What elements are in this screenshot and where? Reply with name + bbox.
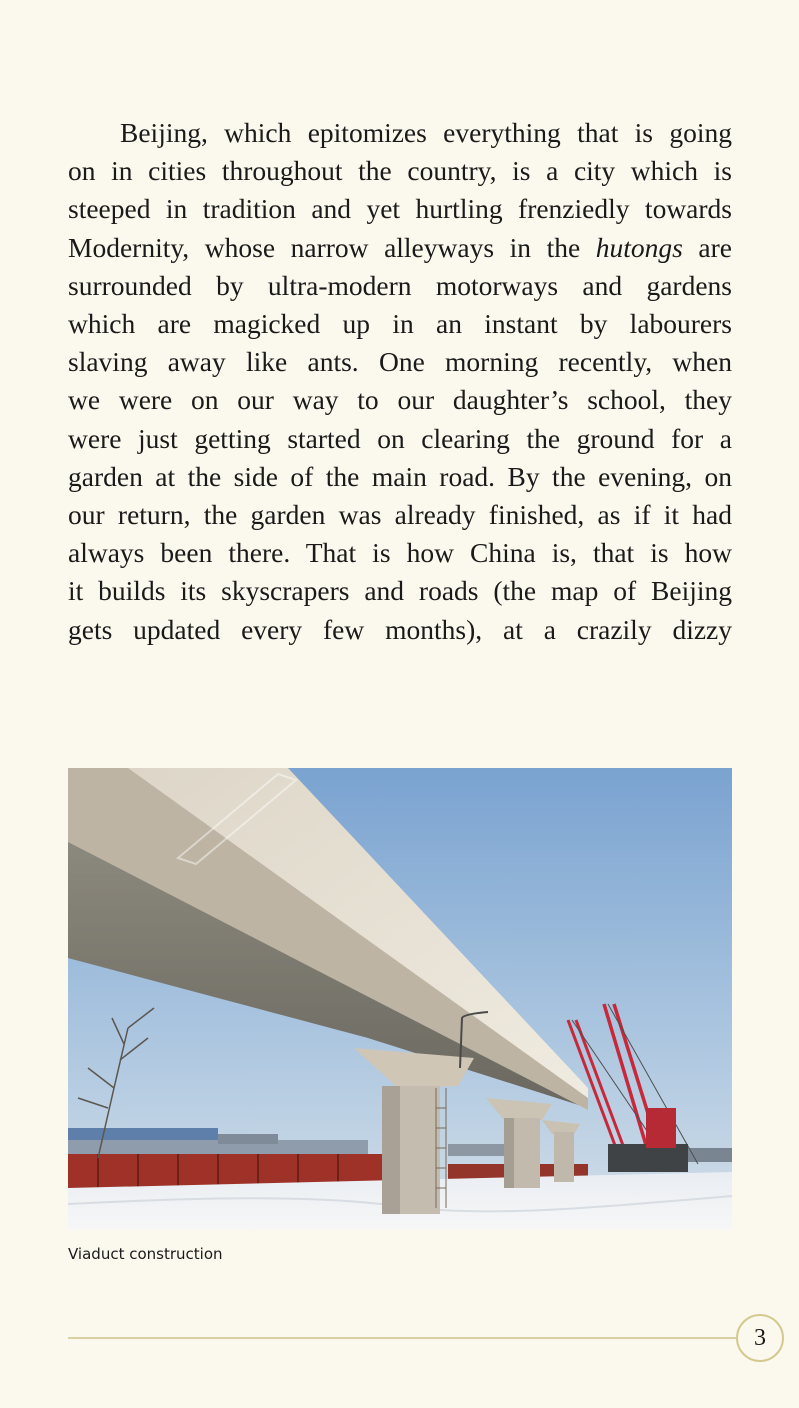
paragraph-line: always been there. That is how China is, that is how: [68, 537, 732, 569]
paragraph-line: gets updated every few months), at a crazily dizzy: [68, 613, 732, 645]
viaduct-photo: [68, 768, 732, 1230]
crane-cab: [646, 1108, 676, 1148]
paragraph-line: our return, the garden was already finished, as if it had: [68, 499, 732, 531]
paragraph-line: steeped in tradition and yet hurtling frenziedly towards: [68, 193, 732, 225]
page-number: 3: [736, 1314, 784, 1362]
paragraph-line: it builds its skyscrapers and roads (the map of Beijing: [68, 575, 732, 607]
paragraph-line: surrounded by ultra-modern motorways and gardens: [68, 269, 732, 301]
paragraph-line: [68, 229, 732, 267]
paragraph-line: on in cities throughout the country, is a city which is: [68, 155, 732, 187]
paragraph-line: we were on our way to our daughter’s school, they: [68, 384, 732, 416]
footer-rule: [68, 1337, 736, 1339]
figure-caption: Viaduct construction: [68, 1245, 223, 1263]
paragraph-line: slaving away like ants. One morning recently, when: [68, 346, 732, 378]
crane-base: [608, 1144, 688, 1172]
paragraph-line: garden at the side of the main road. By the evening, on: [68, 460, 732, 492]
body-paragraph: [68, 114, 732, 649]
paragraph-line-text: are: [698, 231, 732, 263]
paragraph-line: Beijing, which epitomizes everything that is going: [120, 117, 732, 148]
italic-word-hutongs: hutongs: [595, 231, 683, 263]
paragraph-line: which are magicked up in an instant by labourers: [68, 308, 732, 340]
paragraph-line: were just getting started on clearing the ground for a: [68, 422, 732, 454]
paragraph-line-text: Modernity, whose narrow alleyways in the: [68, 231, 581, 263]
